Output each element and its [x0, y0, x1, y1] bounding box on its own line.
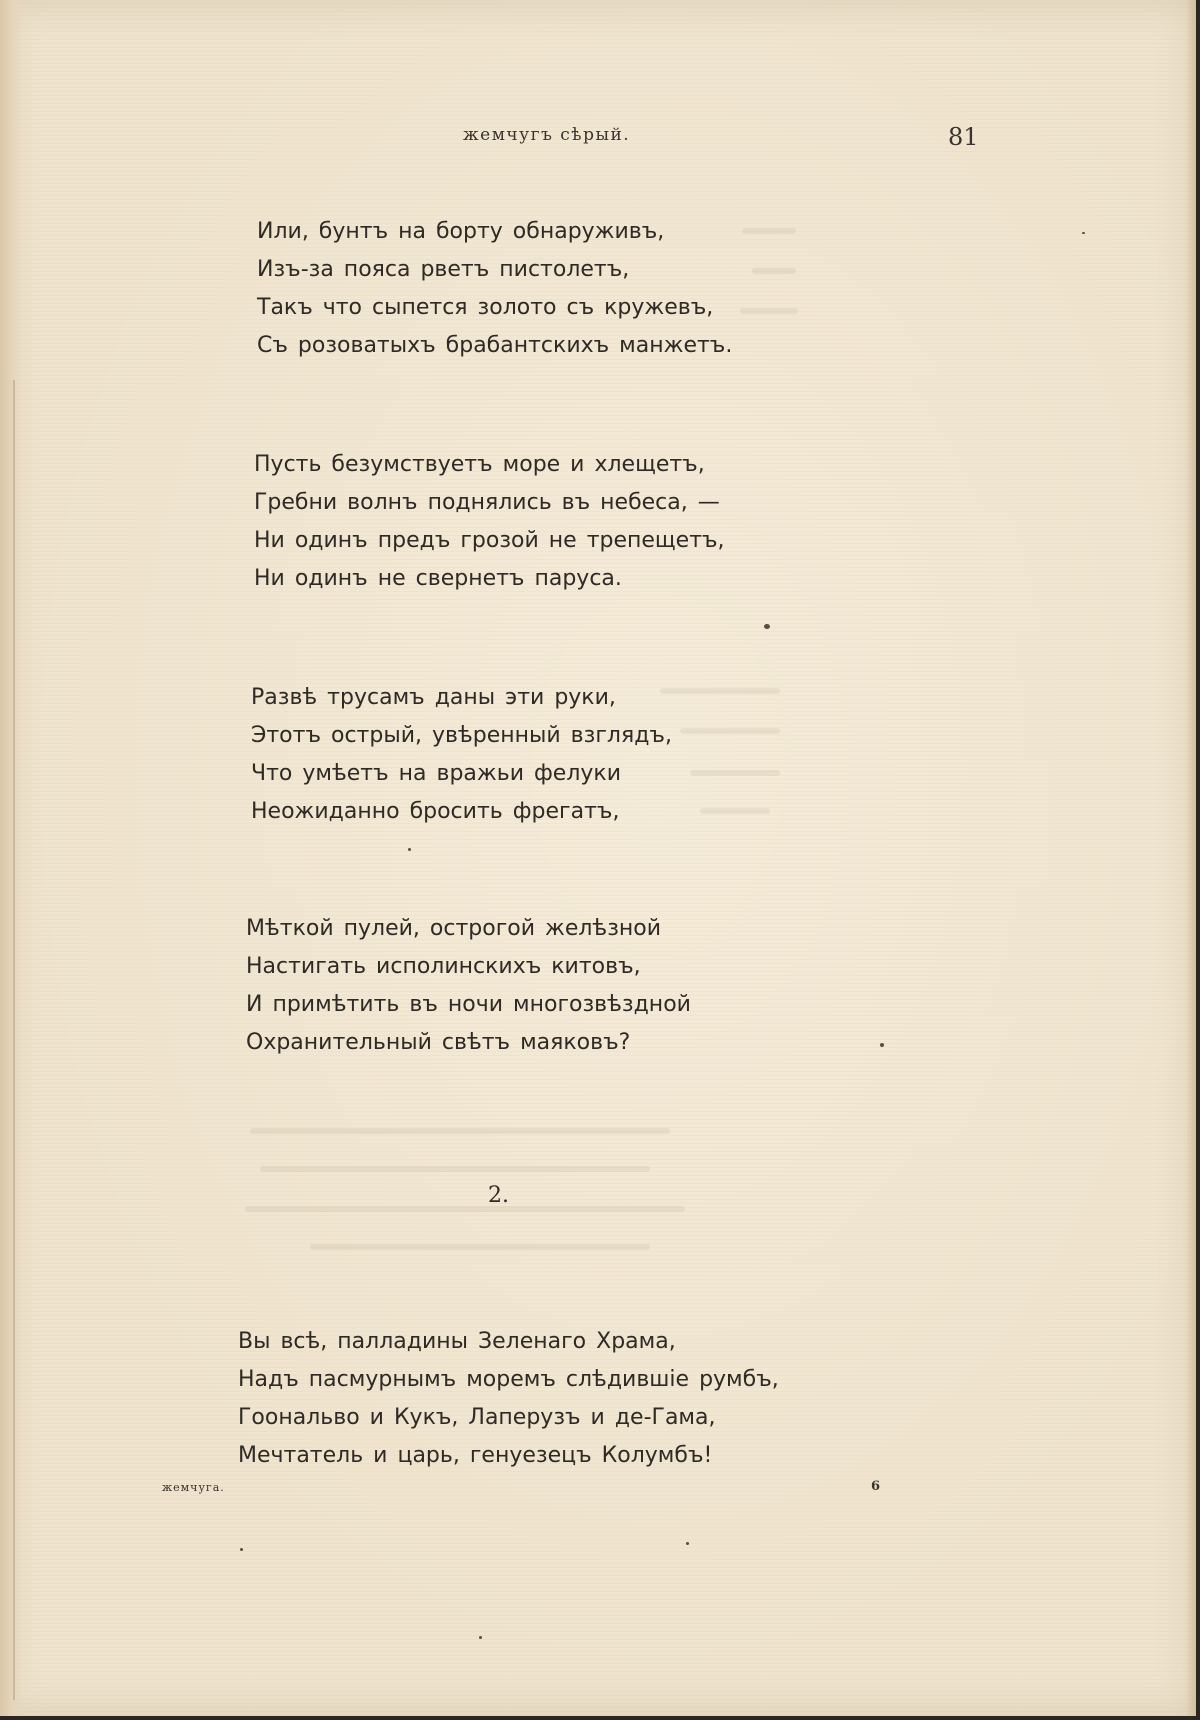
bleed-through-mark: [260, 1166, 650, 1172]
page-number: 81: [948, 123, 979, 151]
verse-line: Мѣткой пулей, острогой желѣзной: [246, 916, 662, 941]
bleed-through-mark: [742, 228, 796, 234]
printer-signature: жемчуга.: [162, 1481, 225, 1494]
paper-speck: [686, 1542, 689, 1545]
verse-line: Пусть безумствуетъ море и хлещетъ,: [254, 452, 705, 477]
paper-speck: [764, 624, 770, 629]
verse-line: И примѣтить въ ночи многозвѣздной: [246, 992, 691, 1017]
bleed-through-mark: [245, 1206, 685, 1212]
bleed-through-mark: [680, 728, 780, 734]
paper-speck: [408, 848, 411, 851]
verse-line: Такъ что сыпется золото съ кружевъ,: [257, 295, 714, 320]
stanza-3: [251, 679, 672, 831]
signature-number: 6: [871, 1479, 881, 1494]
verse-line: Развѣ трусамъ даны эти руки,: [251, 685, 616, 710]
verse-line: Что умѣетъ на вражьи фелуки: [251, 761, 621, 786]
stanza-5: [238, 1323, 779, 1475]
page-gutter-shadow: [0, 0, 22, 1716]
verse-line: Ни одинъ не свернетъ паруса.: [254, 566, 622, 591]
bleed-through-mark: [690, 770, 780, 776]
bleed-through-mark: [700, 808, 770, 814]
verse-line: Мечтатель и царь, генуезецъ Колумбъ!: [238, 1443, 713, 1468]
stanza-2: [254, 446, 725, 598]
running-title: жемчугъ сѣрый.: [463, 125, 631, 145]
verse-line: Вы всѣ, палладины Зеленаго Храма,: [238, 1329, 676, 1354]
verse-line: Изъ-за пояса рветъ пистолетъ,: [257, 257, 630, 282]
bleed-through-mark: [740, 308, 798, 314]
bleed-through-mark: [250, 1128, 670, 1134]
paper-speck: [1082, 232, 1085, 234]
verse-line: Ни одинъ предъ грозой не трепещетъ,: [254, 528, 725, 553]
verse-line: Этотъ острый, увѣренный взглядъ,: [251, 723, 672, 748]
paper-speck: [880, 1043, 884, 1047]
section-number: 2.: [488, 1183, 509, 1208]
paper-speck: [479, 1636, 482, 1639]
paper-speck: [240, 1548, 243, 1551]
verse-line: Охранительный свѣтъ маяковъ?: [246, 1030, 631, 1055]
stanza-1: [257, 213, 732, 365]
verse-line: Или, бунтъ на борту обнаруживъ,: [257, 219, 665, 244]
verse-line: Съ розоватыхъ брабантскихъ манжетъ.: [257, 333, 733, 358]
verse-line: Гребни волнъ поднялись въ небеса, —: [254, 490, 720, 515]
verse-line: Гоональво и Кукъ, Лаперузъ и де-Гама,: [238, 1405, 716, 1430]
bleed-through-mark: [310, 1244, 650, 1250]
stanza-4: [246, 910, 691, 1062]
verse-line: Надъ пасмурнымъ моремъ слѣдившіе румбъ,: [238, 1367, 779, 1392]
page-fold-line: [13, 380, 15, 1700]
verse-line: Неожиданно бросить фрегатъ,: [251, 799, 620, 824]
bleed-through-mark: [660, 688, 780, 694]
page-edge-shadow: [1186, 0, 1196, 1716]
bleed-through-mark: [752, 268, 796, 274]
verse-line: Настигать исполинскихъ китовъ,: [246, 954, 641, 979]
